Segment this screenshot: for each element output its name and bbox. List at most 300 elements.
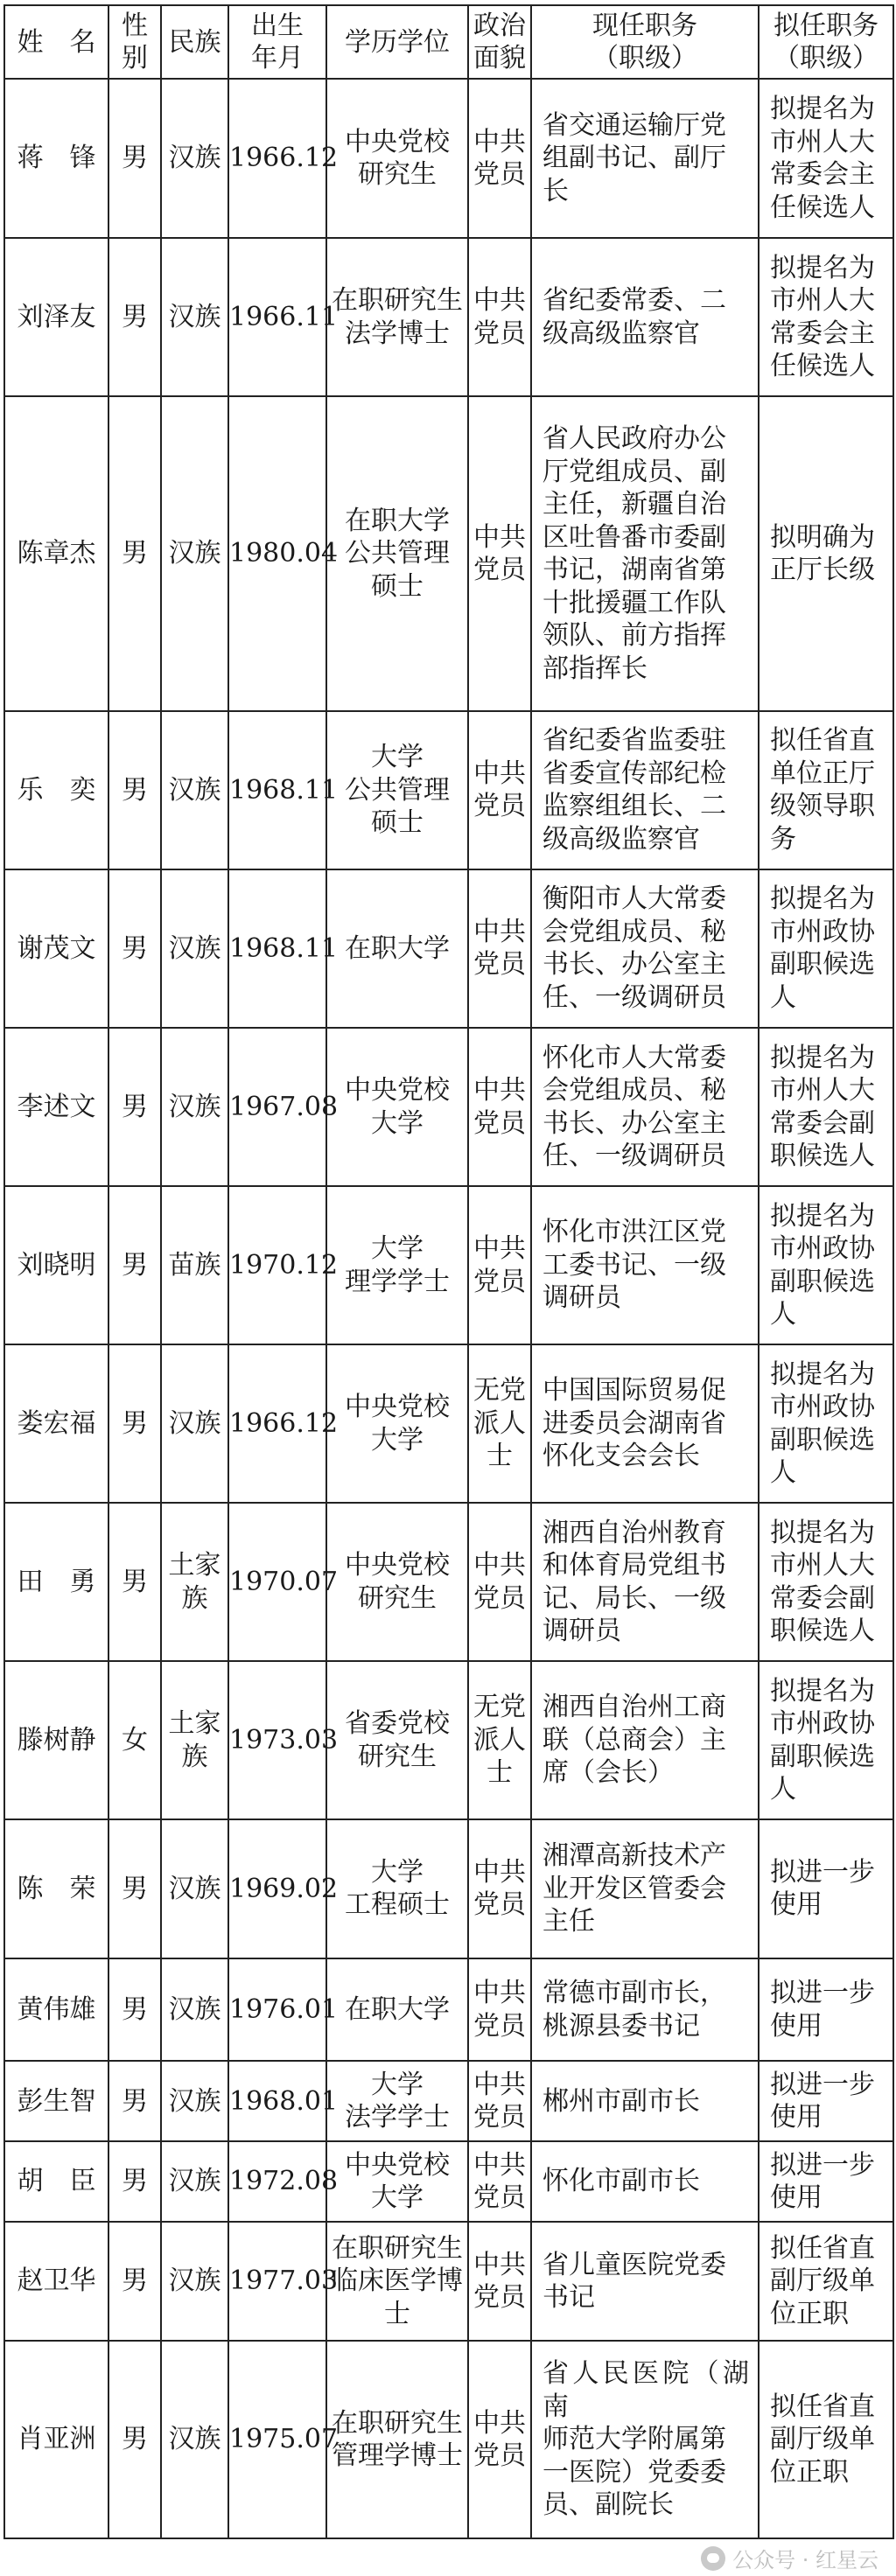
cell-birth: 1970.07 bbox=[228, 1503, 326, 1661]
cell-line: 中共 bbox=[473, 2149, 526, 2181]
cell-line: 公共管理 bbox=[345, 538, 450, 569]
cell-line: 拟进一步 bbox=[770, 2149, 875, 2181]
cell-proposed-position bbox=[759, 1661, 893, 1819]
cell-name: 乐 奕 bbox=[4, 711, 108, 869]
table-row bbox=[4, 869, 893, 1028]
cell-line: 市州政协 bbox=[770, 1392, 875, 1423]
cell-line: 单位正厅 bbox=[770, 757, 875, 789]
header-gender: 性别 bbox=[108, 5, 161, 79]
cell-name: 肖亚洲 bbox=[4, 2341, 108, 2538]
cell-line: 一医院）党委委 bbox=[542, 2456, 726, 2488]
cell-line: 副厅级单 bbox=[770, 2424, 875, 2455]
cell-line: 汉族 bbox=[168, 538, 221, 569]
cell-line: 人 bbox=[770, 1457, 796, 1489]
cell-education bbox=[326, 2061, 468, 2141]
cell-line: 业开发区管委会 bbox=[542, 1873, 726, 1904]
cell-line: 书记 bbox=[542, 2282, 595, 2314]
cell-political bbox=[468, 2061, 531, 2141]
cell-gender: 男 bbox=[108, 869, 161, 1028]
cell-political bbox=[468, 2141, 531, 2222]
cell-line: 在职大学 bbox=[345, 932, 450, 964]
cell-line: 党员 bbox=[473, 791, 526, 822]
cell-line: 位正职 bbox=[770, 2298, 849, 2329]
cell-line: 中共 bbox=[473, 757, 526, 789]
cell-current-position bbox=[531, 869, 759, 1028]
header-current-position: 现任职务 （职级） bbox=[531, 5, 759, 79]
cell-line: 会党组成员、秘 bbox=[542, 916, 726, 947]
cell-proposed-position bbox=[759, 1819, 893, 1958]
cell-education bbox=[326, 396, 468, 711]
header-proposed-position: 拟任职务 （职级） bbox=[759, 5, 893, 79]
cell-line: 党员 bbox=[473, 949, 526, 981]
cell-gender: 男 bbox=[108, 1503, 161, 1661]
cell-line: 拟任省直 bbox=[770, 2232, 875, 2264]
cell-line: 使用 bbox=[770, 2102, 822, 2133]
cell-birth: 1980.04 bbox=[228, 396, 326, 711]
cell-birth: 1976.01 bbox=[228, 1958, 326, 2062]
table-row bbox=[4, 79, 893, 238]
cell-line: 省委党校 bbox=[345, 1708, 450, 1740]
cell-line: 党员 bbox=[473, 2010, 526, 2042]
cell-line: 调研员 bbox=[542, 1282, 621, 1314]
cell-ethnicity bbox=[161, 238, 228, 396]
cell-gender: 男 bbox=[108, 1958, 161, 2062]
cell-line: 研究生 bbox=[358, 1741, 437, 1772]
cell-education bbox=[326, 1819, 468, 1958]
cell-line: 使用 bbox=[770, 2182, 822, 2213]
cell-line: 拟提名为 bbox=[770, 1675, 875, 1707]
cell-birth: 1968.01 bbox=[228, 2061, 326, 2141]
cell-ethnicity bbox=[161, 869, 228, 1028]
cell-line: 书记，湖南省第 bbox=[542, 555, 726, 586]
cell-line: 拟进一步 bbox=[770, 1978, 875, 2008]
cell-political bbox=[468, 869, 531, 1028]
cell-education bbox=[326, 2222, 468, 2341]
cell-line: 领队、前方指挥 bbox=[542, 620, 726, 652]
cell-proposed-position bbox=[759, 1503, 893, 1661]
cell-line: 拟提名为 bbox=[770, 94, 875, 125]
cell-ethnicity bbox=[161, 1958, 228, 2062]
cell-line: 党员 bbox=[473, 2282, 526, 2314]
cell-name: 谢茂文 bbox=[4, 869, 108, 1028]
cell-line: 副职候选 bbox=[770, 1741, 875, 1772]
cell-current-position bbox=[531, 1661, 759, 1819]
cell-line: 中共 bbox=[473, 126, 526, 157]
cell-line: 拟提名为 bbox=[770, 1517, 875, 1548]
cell-name: 滕树静 bbox=[4, 1661, 108, 1819]
header-name: 姓 名 bbox=[4, 5, 108, 79]
cell-political bbox=[468, 1028, 531, 1186]
cell-line: 副厅级单 bbox=[770, 2265, 875, 2297]
cell-line: 副职候选 bbox=[770, 1424, 875, 1456]
cell-current-position bbox=[531, 1503, 759, 1661]
cell-education bbox=[326, 1186, 468, 1344]
cell-ethnicity bbox=[161, 79, 228, 238]
cell-gender: 男 bbox=[108, 1819, 161, 1958]
cell-birth: 1973.03 bbox=[228, 1661, 326, 1819]
cell-current-position bbox=[531, 1958, 759, 2062]
cell-line: 汉族 bbox=[168, 1873, 221, 1904]
cell-line: 市州人大 bbox=[770, 126, 875, 157]
cell-line: 和体育局党组书 bbox=[542, 1550, 726, 1581]
cell-line: 党员 bbox=[473, 1582, 526, 1614]
cell-line: 人 bbox=[770, 1774, 796, 1805]
cell-gender: 男 bbox=[108, 238, 161, 396]
cell-line: 在职研究生 bbox=[332, 2407, 463, 2439]
cell-line: 任、一级调研员 bbox=[542, 981, 726, 1013]
cell-line: 中共 bbox=[473, 1856, 526, 1888]
cell-current-position bbox=[531, 1344, 759, 1503]
cell-line: 市州人大 bbox=[770, 1075, 875, 1106]
cell-line: 怀化市人大常委 bbox=[542, 1042, 726, 1073]
cell-line: 无党 bbox=[473, 1692, 526, 1723]
cell-proposed-position bbox=[759, 396, 893, 711]
cell-line: 副职候选 bbox=[770, 1266, 875, 1297]
cell-proposed-position bbox=[759, 1344, 893, 1503]
watermark bbox=[701, 2543, 878, 2573]
cell-political bbox=[468, 396, 531, 711]
cell-line: 拟提名为 bbox=[770, 1200, 875, 1232]
cell-line: 位正职 bbox=[770, 2456, 849, 2488]
cell-line: 记、局长、一级 bbox=[542, 1582, 726, 1614]
cell-proposed-position bbox=[759, 1028, 893, 1186]
cell-line: 拟任省直 bbox=[770, 2391, 875, 2422]
cell-line: 厅党组成员、副 bbox=[542, 456, 726, 487]
cell-line: 长 bbox=[542, 175, 569, 206]
cell-proposed-position bbox=[759, 79, 893, 238]
cell-line: 中共 bbox=[473, 2407, 526, 2439]
cell-line: 市州人大 bbox=[770, 285, 875, 317]
table-row bbox=[4, 2341, 893, 2538]
cell-birth: 1970.12 bbox=[228, 1186, 326, 1344]
cell-line: 法学学士 bbox=[345, 2102, 450, 2133]
cell-political bbox=[468, 1819, 531, 1958]
cell-birth: 1972.08 bbox=[228, 2141, 326, 2222]
cell-ethnicity bbox=[161, 1028, 228, 1186]
cell-name: 胡 臣 bbox=[4, 2141, 108, 2222]
cell-line: 人 bbox=[770, 981, 796, 1013]
cell-line: 汉族 bbox=[168, 2085, 221, 2117]
cell-ethnicity bbox=[161, 1186, 228, 1344]
cell-line: 省人民政府办公 bbox=[542, 423, 726, 455]
cell-current-position bbox=[531, 1028, 759, 1186]
cell-line: 中共 bbox=[473, 521, 526, 553]
cell-line: 硕士 bbox=[371, 807, 424, 839]
cell-name: 刘晓明 bbox=[4, 1186, 108, 1344]
cell-line: 拟提名为 bbox=[770, 1042, 875, 1073]
cell-political bbox=[468, 238, 531, 396]
table-row bbox=[4, 238, 893, 396]
cell-line: 拟任省直 bbox=[770, 725, 875, 757]
table-row bbox=[4, 2222, 893, 2341]
cell-line: 拟明确为 bbox=[770, 521, 875, 553]
cell-line: 汉族 bbox=[168, 1091, 221, 1122]
cell-birth: 1967.08 bbox=[228, 1028, 326, 1186]
cell-line: 士 bbox=[486, 1757, 513, 1789]
header-education: 学历学位 bbox=[326, 5, 468, 79]
cell-current-position bbox=[531, 1819, 759, 1958]
cell-line: 土家 bbox=[168, 1550, 221, 1581]
cell-line: 使用 bbox=[770, 1889, 822, 1921]
cell-line: 拟进一步 bbox=[770, 1856, 875, 1888]
cell-line: 汉族 bbox=[168, 1407, 221, 1439]
cell-line: 党员 bbox=[473, 555, 526, 586]
cell-line: 中共 bbox=[473, 2069, 526, 2100]
cell-line: 汉族 bbox=[168, 1993, 221, 2025]
cell-line: 省交通运输厅党 bbox=[542, 109, 726, 141]
cell-name: 蒋 锋 bbox=[4, 79, 108, 238]
cell-current-position bbox=[531, 2222, 759, 2341]
cell-name: 彭生智 bbox=[4, 2061, 108, 2141]
cell-line: 大学 bbox=[371, 2182, 424, 2213]
cell-gender: 男 bbox=[108, 2341, 161, 2538]
cell-line: 法学博士 bbox=[345, 318, 450, 349]
cell-line: 级高级监察官 bbox=[542, 318, 700, 349]
cell-education bbox=[326, 1344, 468, 1503]
cell-name: 田 勇 bbox=[4, 1503, 108, 1661]
cell-line: 怀化支会会长 bbox=[542, 1441, 700, 1472]
cell-line: 主任，新疆自治 bbox=[542, 489, 726, 520]
cell-line: 省儿童医院党委 bbox=[542, 2249, 726, 2280]
cell-line: 汉族 bbox=[168, 932, 221, 964]
cell-line: 在职研究生 bbox=[332, 2232, 463, 2264]
cell-line: 常委会主 bbox=[770, 159, 875, 191]
cell-current-position bbox=[531, 2341, 759, 2538]
cell-line: 省纪委常委、二 bbox=[542, 285, 726, 317]
cell-line: 拟提名为 bbox=[770, 1358, 875, 1390]
cell-line: 临床医学博 bbox=[332, 2265, 463, 2297]
wechat-icon bbox=[701, 2546, 725, 2571]
cell-line: 湘西自治州工商 bbox=[542, 1692, 726, 1723]
cell-line: 常委会副 bbox=[770, 1582, 875, 1614]
cell-line: 部指挥长 bbox=[542, 653, 648, 684]
cell-line: 席（会长） bbox=[542, 1757, 674, 1789]
cell-education bbox=[326, 1503, 468, 1661]
cell-line: 桃源县委书记 bbox=[542, 2010, 700, 2042]
table-row bbox=[4, 2141, 893, 2222]
cell-birth: 1977.03 bbox=[228, 2222, 326, 2341]
cell-line: 使用 bbox=[770, 2010, 822, 2042]
cell-line: 中共 bbox=[473, 2249, 526, 2280]
cell-name: 黄伟雄 bbox=[4, 1958, 108, 2062]
cell-line: 中共 bbox=[473, 916, 526, 947]
cell-current-position bbox=[531, 2061, 759, 2141]
cell-education bbox=[326, 79, 468, 238]
cell-birth: 1966.12 bbox=[228, 1344, 326, 1503]
cell-ethnicity bbox=[161, 711, 228, 869]
cell-political bbox=[468, 1344, 531, 1503]
cell-ethnicity bbox=[161, 1661, 228, 1819]
cell-line: 级高级监察官 bbox=[542, 823, 700, 855]
cell-line: 组副书记、副厅 bbox=[542, 143, 726, 174]
cell-line: 常德市副市长， bbox=[542, 1978, 726, 2008]
cell-line: 拟提名为 bbox=[770, 252, 875, 283]
cell-education bbox=[326, 2341, 468, 2538]
cell-line: 拟进一步 bbox=[770, 2069, 875, 2100]
cell-education bbox=[326, 1028, 468, 1186]
header-birth: 出生 年月 bbox=[228, 5, 326, 79]
table-row bbox=[4, 1819, 893, 1958]
cell-education bbox=[326, 2141, 468, 2222]
cell-line: 党员 bbox=[473, 1266, 526, 1297]
cell-line: 主任 bbox=[542, 1906, 595, 1937]
cell-line: 十批援疆工作队 bbox=[542, 587, 726, 618]
cell-gender: 男 bbox=[108, 396, 161, 711]
cell-line: 中央党校 bbox=[345, 1550, 450, 1581]
cell-political bbox=[468, 79, 531, 238]
cell-political bbox=[468, 1958, 531, 2062]
cell-line: 级领导职 bbox=[770, 791, 875, 822]
cell-line: 中共 bbox=[473, 1550, 526, 1581]
watermark-text: 公众号 · 红星云 bbox=[732, 2548, 878, 2573]
cell-line: 市州政协 bbox=[770, 1708, 875, 1740]
cell-proposed-position bbox=[759, 711, 893, 869]
cell-line: 市州政协 bbox=[770, 1233, 875, 1265]
cell-current-position bbox=[531, 2141, 759, 2222]
cell-line: 苗族 bbox=[168, 1249, 221, 1281]
cell-education bbox=[326, 238, 468, 396]
cell-line: 理学学士 bbox=[345, 1266, 450, 1297]
cell-line: 怀化市副市长 bbox=[542, 2166, 700, 2197]
table-row bbox=[4, 1186, 893, 1344]
cell-line: 汉族 bbox=[168, 2265, 221, 2297]
cell-line: 郴州市副市长 bbox=[542, 2085, 700, 2117]
cell-line: 联（总商会）主 bbox=[542, 1724, 726, 1756]
cell-ethnicity bbox=[161, 396, 228, 711]
cell-line: 书长、办公室主 bbox=[542, 1107, 726, 1139]
cell-line: 监察组组长、二 bbox=[542, 791, 726, 822]
cell-line: 汉族 bbox=[168, 301, 221, 332]
cell-gender: 男 bbox=[108, 711, 161, 869]
cell-line: 中央党校 bbox=[345, 2149, 450, 2181]
cell-line: 职候选人 bbox=[770, 1616, 875, 1647]
cell-line: 市州政协 bbox=[770, 916, 875, 947]
cell-line: 汉族 bbox=[168, 2424, 221, 2455]
cell-ethnicity bbox=[161, 2222, 228, 2341]
cell-name: 刘泽友 bbox=[4, 238, 108, 396]
cell-line: 员、副院长 bbox=[542, 2489, 674, 2521]
cell-line: 务 bbox=[770, 823, 796, 855]
cell-political bbox=[468, 1661, 531, 1819]
cell-education bbox=[326, 869, 468, 1028]
cell-current-position bbox=[531, 1186, 759, 1344]
cell-line: 党员 bbox=[473, 2182, 526, 2213]
cell-gender: 男 bbox=[108, 2061, 161, 2141]
cell-proposed-position bbox=[759, 1186, 893, 1344]
cell-line: 任候选人 bbox=[770, 192, 875, 223]
cell-line: 汉族 bbox=[168, 2166, 221, 2197]
cell-line: 湘西自治州教育 bbox=[542, 1517, 726, 1548]
cell-line: 中共 bbox=[473, 1978, 526, 2008]
cell-line: 党员 bbox=[473, 318, 526, 349]
cell-gender: 男 bbox=[108, 2141, 161, 2222]
cell-line: 派人 bbox=[473, 1724, 526, 1756]
cell-current-position bbox=[531, 711, 759, 869]
cell-line: 党员 bbox=[473, 2440, 526, 2472]
cell-political bbox=[468, 2341, 531, 2538]
cell-line: 中共 bbox=[473, 1233, 526, 1265]
cell-proposed-position bbox=[759, 2222, 893, 2341]
cell-birth: 1966.11 bbox=[228, 238, 326, 396]
cell-line: 在职研究生 bbox=[332, 285, 463, 317]
table-row bbox=[4, 396, 893, 711]
cell-line: 族 bbox=[181, 1582, 208, 1614]
table-row bbox=[4, 1503, 893, 1661]
cell-line: 常委会主 bbox=[770, 318, 875, 349]
cell-gender: 男 bbox=[108, 79, 161, 238]
cell-proposed-position bbox=[759, 2341, 893, 2538]
cell-birth: 1968.11 bbox=[228, 869, 326, 1028]
cell-line: 区吐鲁番市委副 bbox=[542, 521, 726, 553]
footer bbox=[0, 2539, 896, 2576]
cell-line: 职候选人 bbox=[770, 1141, 875, 1172]
cell-line: 拟提名为 bbox=[770, 883, 875, 915]
cell-education bbox=[326, 1661, 468, 1819]
cell-line: 省委宣传部纪检 bbox=[542, 757, 726, 789]
cell-line: 硕士 bbox=[371, 570, 424, 602]
cell-line: 正厅长级 bbox=[770, 555, 875, 586]
cell-line: 大学 bbox=[371, 1107, 424, 1139]
cell-line: 汉族 bbox=[168, 774, 221, 806]
cell-gender: 女 bbox=[108, 1661, 161, 1819]
cell-line: 人 bbox=[770, 1299, 796, 1330]
cell-gender: 男 bbox=[108, 1028, 161, 1186]
cell-line: 常委会副 bbox=[770, 1107, 875, 1139]
header-row bbox=[4, 5, 893, 79]
cell-proposed-position bbox=[759, 2061, 893, 2141]
cell-line: 党员 bbox=[473, 1889, 526, 1921]
cell-ethnicity bbox=[161, 2141, 228, 2222]
cell-line: 大学 bbox=[371, 1233, 424, 1265]
cell-line: 党员 bbox=[473, 2102, 526, 2133]
cell-line: 大学 bbox=[371, 1424, 424, 1456]
header-ethnicity: 民族 bbox=[161, 5, 228, 79]
cell-political bbox=[468, 711, 531, 869]
cell-line: 副职候选 bbox=[770, 949, 875, 981]
cell-line: 任候选人 bbox=[770, 351, 875, 382]
cell-proposed-position bbox=[759, 869, 893, 1028]
cell-line: 派人 bbox=[473, 1407, 526, 1439]
cell-line: 研究生 bbox=[358, 1582, 437, 1614]
cell-line: 书长、办公室主 bbox=[542, 949, 726, 981]
cell-line: 管理学博士 bbox=[332, 2440, 463, 2472]
cell-line: 中央党校 bbox=[345, 1392, 450, 1423]
cell-line: 怀化市洪江区党 bbox=[542, 1217, 726, 1248]
cell-line: 汉族 bbox=[168, 143, 221, 174]
cell-line: 族 bbox=[181, 1741, 208, 1772]
cell-line: 无党 bbox=[473, 1375, 526, 1407]
cell-line: 党员 bbox=[473, 159, 526, 191]
cell-birth: 1969.02 bbox=[228, 1819, 326, 1958]
cell-line: 市州人大 bbox=[770, 1550, 875, 1581]
cell-line: 中共 bbox=[473, 1075, 526, 1106]
cell-current-position bbox=[531, 238, 759, 396]
cell-line: 工委书记、一级 bbox=[542, 1249, 726, 1281]
cell-line: 会党组成员、秘 bbox=[542, 1075, 726, 1106]
cell-current-position bbox=[531, 79, 759, 238]
cell-line: 中央党校 bbox=[345, 126, 450, 157]
table-row bbox=[4, 1661, 893, 1819]
cell-name: 娄宏福 bbox=[4, 1344, 108, 1503]
cell-name: 陈章杰 bbox=[4, 396, 108, 711]
cell-gender: 男 bbox=[108, 1344, 161, 1503]
cell-birth: 1968.11 bbox=[228, 711, 326, 869]
cell-line: 中国国际贸易促 bbox=[542, 1375, 726, 1407]
cell-line: 研究生 bbox=[358, 159, 437, 191]
cell-line: 进委员会湖南省 bbox=[542, 1407, 726, 1439]
cell-line: 省人民医院（湖南 bbox=[542, 2358, 749, 2422]
personnel-table bbox=[4, 4, 894, 2539]
